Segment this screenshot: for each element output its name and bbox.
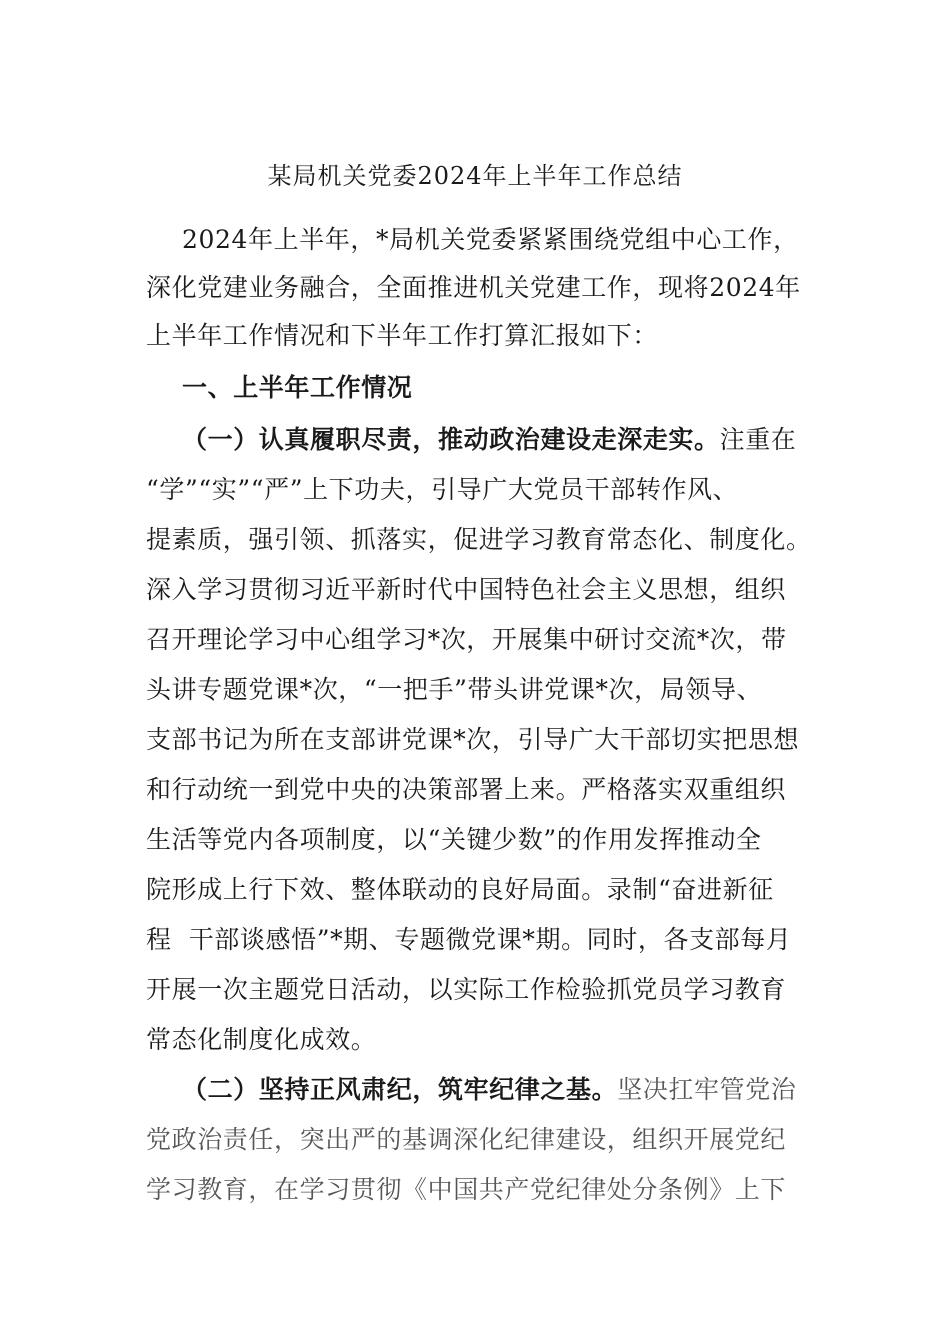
sub2-line: 党政治责任，突出严的基调深化纪律建设，组织开展党纪 [146,1125,787,1154]
sub1-line: 头讲专题党课*次，“一把手”带头讲党课*次，局领导、 [146,675,763,704]
intro-line-2: 深化党建业务融合，全面推进机关党建工作，现将2024年 [146,273,801,302]
sub1-line: 和行动统一到党中央的决策部署上来。严格落实双重组织 [146,775,787,804]
sub2-first-line-tail: 坚决扛牢管党治 [617,1075,797,1104]
sub1-line: 生活等党内各项制度，以“关键少数”的作用发挥推动全 [146,825,762,854]
sub1-line: 程 干部谈感悟”*期、专题微党课*期。同时，各支部每月 [146,925,792,954]
sub1-first-line [182,422,796,458]
intro-line-3: 上半年工作情况和下半年工作打算汇报如下： [146,321,659,350]
sub2-first-line [182,1072,796,1108]
sub2-heading: （二）坚持正风肃纪，筑牢纪律之基。 [182,1075,618,1104]
section-1-heading: 一、上半年工作情况 [182,373,413,402]
sub1-line: 召开理论学习中心组学习*次，开展集中研讨交流*次，带 [146,625,787,654]
sub1-line: 支部书记为所在支部讲党课*次，引导广大干部切实把思想 [146,725,800,754]
sub1-line: 常态化制度化成效。 [146,1025,377,1054]
sub1-first-line-tail: 注重在 [719,425,797,454]
document-title: 某局机关党委2024年上半年工作总结 [267,162,683,190]
sub1-line: “学”“实”“严”上下功夫，引导广大党员干部转作风、 [146,475,739,504]
sub1-line: 院形成上行下效、整体联动的良好局面。录制“奋进新征 [146,875,774,904]
sub2-line: 学习教育，在学习贯彻《中国共产党纪律处分条例》上下 [146,1175,787,1204]
sub1-heading: （一）认真履职尽责，推动政治建设走深走实。 [182,425,720,454]
sub1-line: 提素质，强引领、抓落实，促进学习教育常态化、制度化。 [146,525,812,554]
sub1-line: 深入学习贯彻习近平新时代中国特色社会主义思想，组织 [146,575,787,604]
intro-line-1: 2024年上半年，*局机关党委紧紧围绕党组中心工作， [182,225,799,254]
sub1-line: 开展一次主题党日活动，以实际工作检验抓党员学习教育 [146,975,787,1004]
